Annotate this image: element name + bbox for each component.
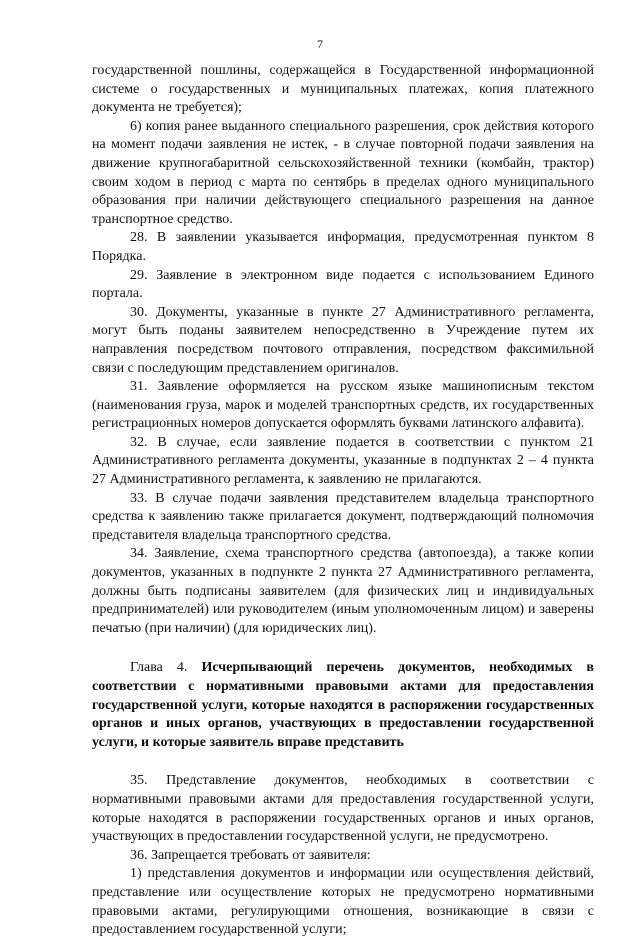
chapter-heading	[92, 659, 594, 752]
paragraph-32: 32. В случае, если заявление подается в соответствии с пунктом 21 Административного регламента документы, указанные в подпунктах 2 – 4 пункта 27 Административного регламента, к заявлению не прилагаются.	[92, 434, 594, 488]
paragraph-30: 30. Документы, указанные в пункте 27 Административного регламента, могут быть поданы заявителем непосредственно в Учреждение путем их направления посредством почтового отправления, посредством факсимильной связи с последующим представлением оригиналов.	[92, 304, 594, 376]
paragraph-36-item-1: 1) представления документов и информации или осуществления действий, представление или осуществление которых не предусмотрено нормативными правовыми актами, регулирующими отношения, возникающие в связи с предоставлением государственной услуги;	[92, 866, 594, 938]
chapter-title: Исчерпывающий перечень документов, необходимых в соответствии с нормативными правовыми актами для предоставления государственной услуги, которые находятся в распоряжении государственных органов и иных органов, участвующих в предоставлении государственной услуги, и которые заявитель вправе представить	[92, 660, 594, 750]
paragraph-36: 36. Запрещается требовать от заявителя:	[130, 847, 371, 863]
paragraph-item-6: 6) копия ранее выданного специального разрешения, срок действия которого на момент подачи заявления не истек, - в случае повторной подачи заявления на движение крупногабаритной сельскохозяйственной техники (комбайн, трактор) своим ходом в период с марта по сентябрь в пределах одного муниципального образования при наличии действующего специального разрешения на данное транспортное средство.	[92, 118, 594, 227]
paragraph-34: 34. Заявление, схема транспортного средства (автопоезда), а также копии документов, указанных в подпункте 2 пункта 27 Административного регламента, должны быть подписаны заявителем (для физических лиц и индивидуальных предпринимателей) или руководителем (иным уполномоченным лицом) и заверены печатью (при наличии) (для юридических лиц).	[92, 546, 594, 636]
chapter-number: Глава 4.	[130, 660, 188, 676]
paragraph-fee-continuation: государственной пошлины, содержащейся в Государственной информационной системе о государственных и муниципальных платежах, копия платежного документа не требуется);	[92, 63, 594, 116]
page-number: 7	[317, 37, 323, 51]
paragraph-35: 35. Представление документов, необходимых в соответствии с нормативными правовыми актами для предоставления государственной услуги, которые находятся в распоряжении государственных органов и иных органов, участвующих в предоставлении государственной услуги, не предусмотрено.	[92, 773, 594, 845]
document-body	[92, 62, 594, 940]
paragraph-31: 31. Заявление оформляется на русском языке машинописным текстом (наименования груза, марок и моделей транспортных средств, их государственных регистрационных номеров допускается оформлять буквами латинского алфавита).	[92, 379, 594, 432]
paragraph-29: 29. Заявление в электронном виде подается с использованием Единого портала.	[92, 267, 594, 302]
paragraph-33: 33. В случае подачи заявления представителем владельца транспортного средства к заявлению также прилагается документ, подтверждающий полномочия представителя владельца транспортного средства.	[92, 490, 594, 543]
paragraph-28: 28. В заявлении указывается информация, предусмотренная пунктом 8 Порядка.	[92, 230, 594, 264]
